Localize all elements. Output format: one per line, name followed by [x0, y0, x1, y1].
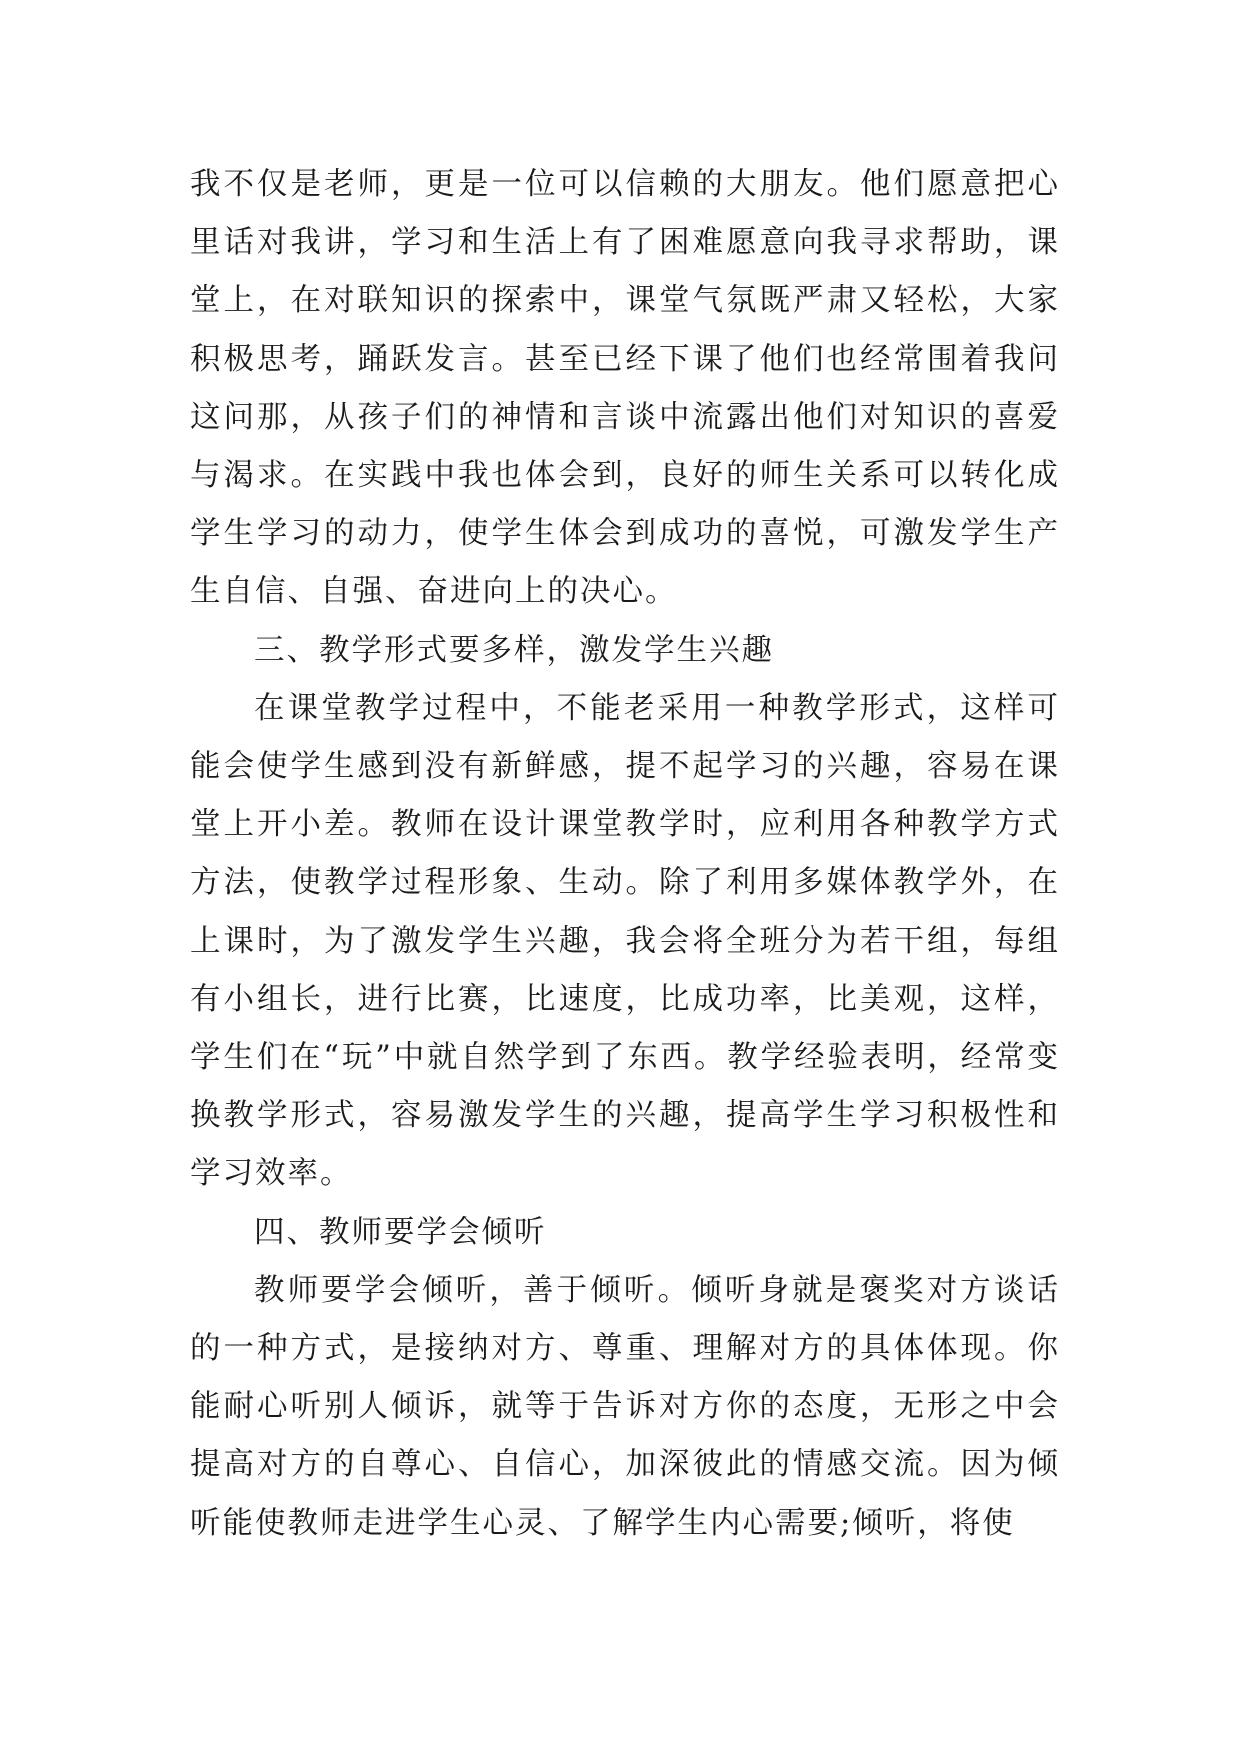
section-heading-3: 三、教学形式要多样，激发学生兴趣	[254, 632, 774, 668]
paragraph-teacher-friend: 我不仅是老师，更是一位可以信赖的大朋友。他们愿意把心里话对我讲，学习和生活上有了困难愿意向我寻求帮助，课堂上，在对联知识的探索中，课堂气氛既严肃又轻松，大家积极思考，踊跃发言。甚至已经下课了他们也经常围着我问这问那，从孩子们的神情和言谈中流露出他们对知识的喜爱与渴求。在实践中我也体会到，良好的师生关系可以转化成学生学习的动力，使学生体会到成功的喜悦，可激发学生产生自信、自强、奋进向上的决心。	[190, 167, 1060, 610]
document-body	[190, 156, 1060, 1553]
section-heading-4: 四、教师要学会倾听	[254, 1214, 547, 1250]
paragraph-teaching-forms: 在课堂教学过程中，不能老采用一种教学形式，这样可能会使学生感到没有新鲜感，提不起学习的兴趣，容易在课堂上开小差。教师在设计课堂教学时，应利用各种教学方式方法，使教学过程形象、生动。除了利用多媒体教学外，在上课时，为了激发学生兴趣，我会将全班分为若干组，每组有小组长，进行比赛，比速度，比成功率，比美观，这样，学生们在“玩”中就自然学到了东西。教学经验表明，经常变换教学形式，容易激发学生的兴趣，提高学生学习积极性和学习效率。	[190, 690, 1060, 1192]
paragraph-listening: 教师要学会倾听，善于倾听。倾听身就是褒奖对方谈话的一种方式，是接纳对方、尊重、理解对方的具体体现。你能耐心听别人倾诉，就等于告诉对方你的态度，无形之中会提高对方的自尊心、自信心，加深彼此的情感交流。因为倾听能使教师走进学生心灵、了解学生内心需要;倾听，将使	[190, 1272, 1060, 1541]
